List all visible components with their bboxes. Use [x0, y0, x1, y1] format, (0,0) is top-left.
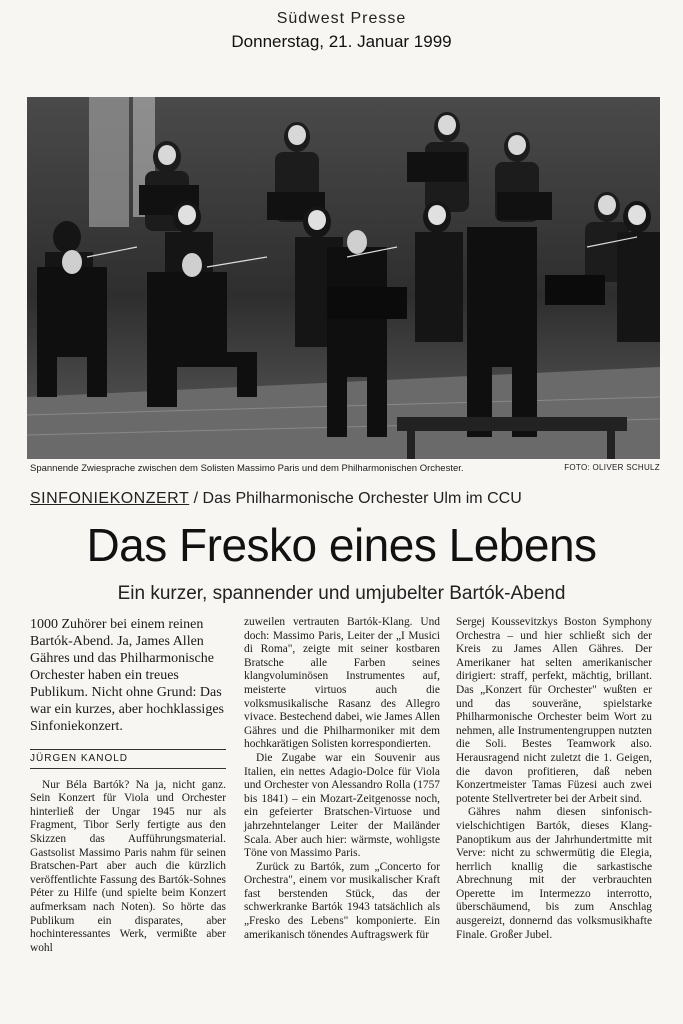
body-paragraph: Nur Béla Bartók? Na ja, nicht ganz. Sein Konzert für Viola und Orchester hinterließ der Ungar 1945 nur als Fragment, Tibor Serly fertigte aus den Skizzen das Aufführungsmaterial. Gastsolist Massimo Paris nahm für seinen Bratschen-Part aber auch die kürzlich veröffentlichte Fassung des Bartók-Sohnes Péter zu Hilfe (und spielte beim Konzert aufmerksam nach Noten). So hörte das Publikum ein disparates, aber hochinteressantes Werk, vermißte aber wohl [30, 778, 226, 954]
subheadline: Ein kurzer, spannender und umjubelter Bartók-Abend [117, 583, 566, 604]
headline: Das Fresko eines Lebens [86, 519, 597, 571]
body-paragraph: Die Zugabe war ein Souvenir aus Italien, ein nettes Adagio-Dolce für Viola und Orchester von Alessandro Rolla (1757 bis 1841) – ein Mozart-Zeitgenosse noch, ein gefeierter Bratschen-Virtuose und jahrzehntelanger Leiter der Mailänder Scala. Aber auch hier: wärmste, wohligste Töne von Massimo Paris. [244, 751, 440, 860]
photo-caption: Spannende Zwiesprache zwischen dem Solisten Massimo Paris und dem Philharmonischen Orchester. [30, 463, 464, 474]
masthead [0, 10, 683, 52]
body-paragraph: Gähres nahm diesen sinfonisch-vielschichtigen Bartók, dieses Klang-Panoptikum aus der Jahrhundertmitte mit Verve: nicht zu schwermütig die Elegia, herrlich knallig die sarkastische Abrechnung mit der verbrauchten Operette im Intermezzo interrotto, überschäumend, bis zum Anschlag ausgereizt, donnernd das volksmusikhafte Finale. Großer Jubel. [456, 806, 652, 941]
body-paragraph: zuweilen vertrauten Bartók-Klang. Und doch: Massimo Paris, Leiter der „I Musici di Roma", zeigte mit seiner kostbaren Bratsche alle Farben seines klangvoluminösen Instrumentes auf, meisterte virtuos auch die volksmusikalische Rasanz des Allegro vivace. Bestechend dabei, wie James Allen Gähres und die Philharmoniker mit dem hochkarätigen Solisten korrespondierten. [244, 616, 440, 751]
rubric-label: SINFONIEKONZERT [30, 490, 190, 507]
article-column-1 [30, 616, 226, 955]
article-column-3 [456, 616, 652, 942]
orchestra-photo [27, 97, 660, 459]
article-kicker [30, 490, 660, 508]
issue-date: Donnerstag, 21. Januar 1999 [231, 32, 452, 51]
photo-credit: FOTO: OLIVER SCHULZ [564, 463, 660, 472]
orchestra-photo-image [27, 97, 660, 459]
kicker-text: / Das Philharmonische Orchester Ulm im CCU [189, 490, 522, 507]
body-paragraph: Zurück zu Bartók, zum „Concerto for Orchestra", einem vor musikalischer Kraft fast berstenden Stück, das der schwerkranke Bartók 1943 tatsächlich als „Fresko des Lebens" komponierte. Ein amerikanisch tönendes Auftragswerk für [244, 860, 440, 941]
body-paragraph: Sergej Koussevitzkys Boston Symphony Orchestra – und hier schließt sich der Kreis zu James Allen Gähres. Der Amerikaner hat selten amerikanischer dirigiert: straff, perfekt, mächtig, brillant. Das „Konzert für Orchester" wußten er und das souveräne, spielstarke Philharmonische Orchester beim Wort zu nehmen, alle Instrumentengruppen nutzten die Soli. Bestes Teamwork also. Herausragend nicht zuletzt die 1. Geigen, die davon profitieren, daß neben Konzertmeister Tamas Füzesi auch zwei potente Stellvertreter bei der Arbeit sind. [456, 616, 652, 805]
article-column-2 [244, 616, 440, 942]
article-lead: 1000 Zuhörer bei einem reinen Bartók-Abend. Ja, James Allen Gähres und das Philharmonische Orchester haben ein treues Publikum. Nicht ohne Grund: Das war ein kurzes, aber hochklassiges Sinfoniekonzert. [30, 617, 224, 734]
photo-caption-row [30, 463, 660, 474]
author-byline: JÜRGEN KANOLD [30, 749, 226, 769]
newspaper-name: Südwest Presse [276, 10, 407, 27]
